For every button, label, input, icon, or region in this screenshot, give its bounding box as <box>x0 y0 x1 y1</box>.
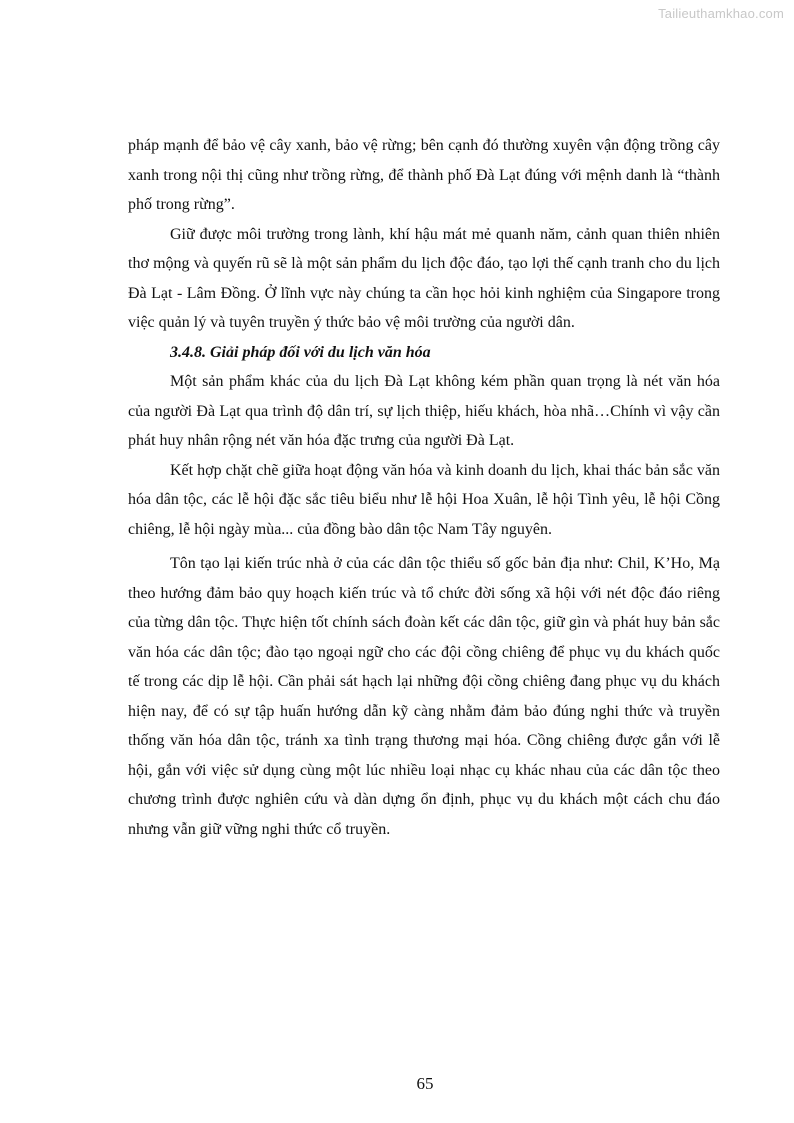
watermark: Tailieuthamkhao.com <box>658 6 784 21</box>
section-heading: 3.4.8. Giải pháp đối với du lịch văn hóa <box>170 343 431 361</box>
paragraph-festivals: Kết hợp chặt chẽ giữa hoạt động văn hóa và kinh doanh du lịch, khai thác bản sắc văn hóa dân tộc, các lễ hội đặc sắc tiêu biểu như lễ hội Hoa Xuân, lễ hội Tình yêu, lễ hội Cồng chiêng, lễ hội ngày mùa... của đồng bào dân tộc Nam Tây nguyên. <box>128 461 720 538</box>
page-body <box>128 131 720 844</box>
paragraph-environment: Giữ được môi trường trong lành, khí hậu mát mẻ quanh năm, cảnh quan thiên nhiên thơ mộng và quyến rũ sẽ là một sản phẩm du lịch độc đáo, tạo lợi thế cạnh tranh cho du lịch Đà Lạt - Lâm Đồng. Ở lĩnh vực này chúng ta cần học hỏi kinh nghiệm của Singapore trong việc quản lý và tuyên truyền ý thức bảo vệ môi trường của người dân. <box>128 225 720 331</box>
paragraph-culture: Một sản phẩm khác của du lịch Đà Lạt không kém phần quan trọng là nét văn hóa của người Đà Lạt qua trình độ dân trí, sự lịch thiệp, hiếu khách, hòa nhã…Chính vì vậy cần phát huy nhân rộng nét văn hóa đặc trưng của người Đà Lạt. <box>128 373 720 449</box>
paragraph-architecture: Tôn tạo lại kiến trúc nhà ở của các dân tộc thiểu số gốc bản địa như: Chil, K’Ho, Mạ theo hướng đảm bảo quy hoạch kiến trúc và tổ chức đời sống xã hội với nét độc đáo riêng của từng dân tộc. Thực hiện tốt chính sách đoàn kết các dân tộc, giữ gìn và phát huy bản sắc văn hóa các dân tộc; đào tạo ngoại ngữ cho các đội cồng chiêng để phục vụ du khách quốc tế trong các dịp lễ hội. Cần phải sát hạch lại những đội cồng chiêng đang phục vụ du khách hiện nay, để có sự tập huấn hướng dẫn kỹ càng nhằm đảm bảo đúng nghi thức và truyền thống văn hóa dân tộc, tránh xa tình trạng thương mại hóa. Cồng chiêng được gắn với lễ hội, gắn với việc sử dụng cùng một lúc nhiều loại nhạc cụ khác nhau của các dân tộc theo chương trình được nghiên cứu và dàn dựng ổn định, phục vụ du khách một cách chu đáo nhưng vẫn giữ vững nghi thức cổ truyền. <box>128 555 720 838</box>
paragraph-continued: pháp mạnh để bảo vệ cây xanh, bảo vệ rừng; bên cạnh đó thường xuyên vận động trồng cây xanh trong nội thị cũng như trồng rừng, để thành phố Đà Lạt đúng với mệnh danh là “thành phố trong rừng”. <box>128 137 720 213</box>
page-number: 65 <box>416 1074 434 1093</box>
